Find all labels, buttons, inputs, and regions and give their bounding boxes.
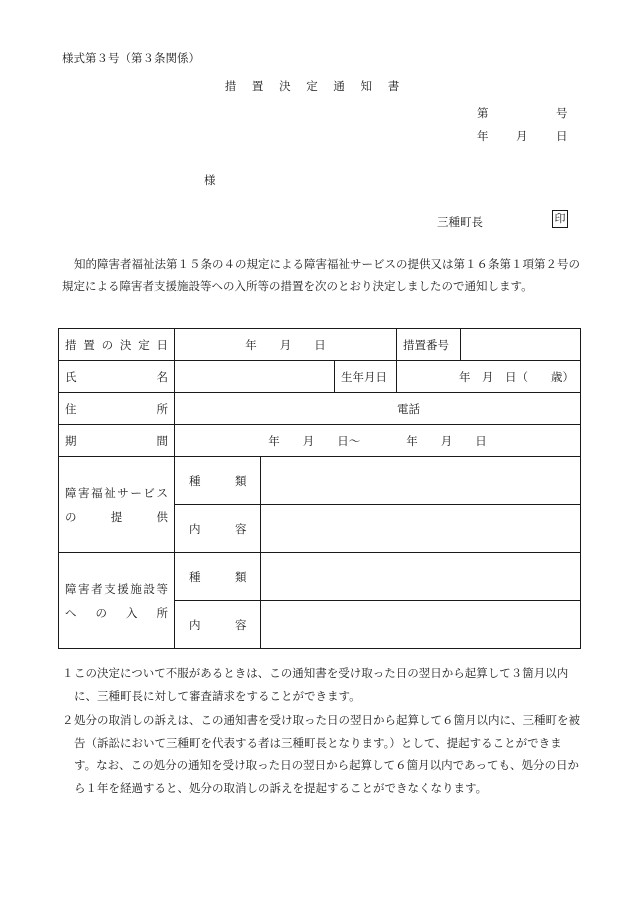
issue-day-label: 日 <box>556 129 568 143</box>
note-item <box>62 662 582 707</box>
facility-admission-label: 障害者支援施設等へ の 入 所 <box>59 553 175 649</box>
measure-number-field[interactable] <box>461 329 581 361</box>
note-number: ２ <box>62 713 74 727</box>
note-number: １ <box>62 666 74 680</box>
notice-body-text: 知的障害者福祉法第１５条の４の規定による障害福祉サービスの提供又は第１６条第１項第２号の規定による障害者支援施設等への入所等の措置を次のとおり決定しましたので通知します。 <box>62 257 580 293</box>
table-row <box>59 393 581 425</box>
notes-section <box>62 662 582 799</box>
seal-mark: 印 <box>552 210 568 228</box>
table-row <box>59 457 581 505</box>
addressee-suffix: 様 <box>204 173 216 187</box>
period-label: 期 間 <box>59 425 175 457</box>
facility-content-field[interactable] <box>261 601 581 649</box>
name-label: 氏 名 <box>59 361 175 393</box>
document-title: 措 置 決 定 通 知 書 <box>224 79 406 93</box>
facility-content-label: 内 容 <box>175 601 261 649</box>
welfare-content-label: 内 容 <box>175 505 261 553</box>
address-label: 住 所 <box>59 393 175 425</box>
note-text: 処分の取消しの訴えは、この通知書を受け取った日の翌日から起算して６箇月以内に、三種町を被告（訴訟において三種町を代表する者は三種町長となります。）として、提起することができます。なお、この処分の通知を受け取った日の翌日から起算して６箇月以内であっても、処分の日から１年を経過すると、処分の取消しの訴えを提起することができなくなります。 <box>74 713 580 795</box>
issue-year-label: 年 <box>477 129 489 143</box>
facility-kind-label: 種 類 <box>175 553 261 601</box>
phone-label: 電話 <box>175 393 581 425</box>
table-row <box>59 553 581 601</box>
welfare-kind-field[interactable] <box>261 457 581 505</box>
decision-date-value: 年 月 日 <box>175 329 397 361</box>
period-value: 年 月 日〜 年 月 日 <box>175 425 581 457</box>
number-label: 第 <box>477 106 489 120</box>
issue-month-label: 月 <box>516 129 528 143</box>
note-item <box>62 709 582 799</box>
note-text: この決定について不服があるときは、この通知書を受け取った日の翌日から起算して３箇月以内に、三種町長に対して審査請求をすることができます。 <box>74 666 569 703</box>
decision-table <box>58 328 581 649</box>
number-suffix: 号 <box>556 106 568 120</box>
name-field[interactable] <box>175 361 335 393</box>
welfare-service-label: 障害福祉サービスの 提 供 <box>59 457 175 553</box>
table-row <box>59 361 581 393</box>
welfare-kind-label: 種 類 <box>175 457 261 505</box>
welfare-content-field[interactable] <box>261 505 581 553</box>
decision-date-label: 措 置 の 決 定 日 <box>59 329 175 361</box>
birth-date-value: 年 月 日（ 歳） <box>397 361 581 393</box>
table-row <box>59 329 581 361</box>
birth-date-label: 生年月日 <box>335 361 397 393</box>
table-row <box>59 425 581 457</box>
facility-kind-field[interactable] <box>261 553 581 601</box>
issuer-name: 三種町長 <box>437 215 483 229</box>
measure-number-label: 措置番号 <box>397 329 461 361</box>
form-number: 様式第３号（第３条関係） <box>62 51 200 65</box>
